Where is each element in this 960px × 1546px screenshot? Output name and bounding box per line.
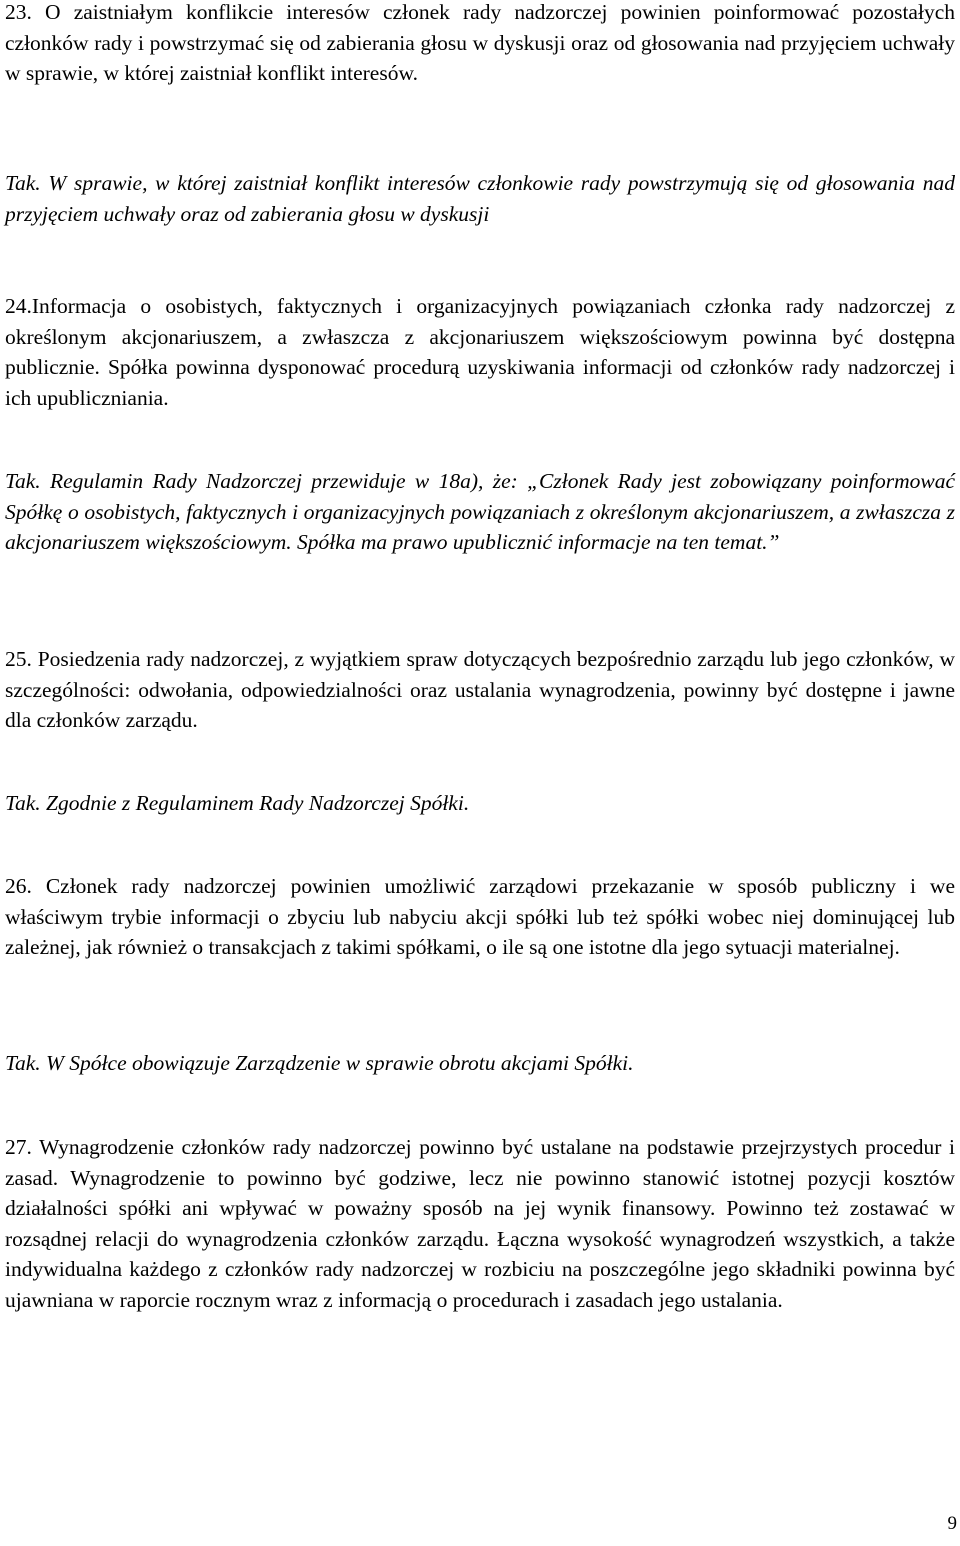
document-page xyxy=(5,0,955,1546)
principle-25: 25. Posiedzenia rady nadzorczej, z wyjątkiem spraw dotyczących bezpośrednio zarządu lub jego członków, w szczególności: odwołania, odpowiedzialności oraz ustalania wynagrodzenia, powinny być dostępne i jawne dla członków zarządu. xyxy=(5,647,955,732)
answer-26: Tak. W Spółce obowiązuje Zarządzenie w sprawie obrotu akcjami Spółki. xyxy=(5,1051,634,1075)
page-number: 9 xyxy=(947,1513,957,1534)
answer-25: Tak. Zgodnie z Regulaminem Rady Nadzorczej Spółki. xyxy=(5,791,470,815)
answer-23: Tak. W sprawie, w której zaistniał konflikt interesów członkowie rady powstrzymują się od głosowania nad przyjęciem uchwały oraz od zabierania głosu w dyskusji xyxy=(5,171,955,226)
principle-26: 26. Członek rady nadzorczej powinien umożliwić zarządowi przekazanie w sposób publiczny i we właściwym trybie informacji o zbyciu lub nabyciu akcji spółki lub też spółki wobec niej dominującej lub zależnej, jak również o transakcjach z takimi spółkami, o ile są one istotne dla jego sytuacji materialnej. xyxy=(5,874,955,959)
principle-24: 24.Informacja o osobistych, faktycznych i organizacyjnych powiązaniach członka rady nadzorczej z określonym akcjonariuszem, a zwłaszcza z akcjonariuszem większościowym powinna być dostępna publicznie. Spółka powinna dysponować procedurą uzyskiwania informacji od członków rady nadzorczej i ich upubliczniania. xyxy=(5,294,955,410)
answer-24: Tak. Regulamin Rady Nadzorczej przewiduje w 18a), że: „Członek Rady jest zobowiązany poinformować Spółkę o osobistych, faktycznych i organizacyjnych powiązaniach z określonym akcjonariuszem, a zwłaszcza z akcjonariuszem większościowym. Spółka ma prawo upublicznić informacje na ten temat.” xyxy=(5,469,955,554)
principle-23: 23. O zaistniałym konflikcie interesów członek rady nadzorczej powinien poinformować pozostałych członków rady i powstrzymać się od zabierania głosu w dyskusji oraz od głosowania nad przyjęciem uchwały w sprawie, w której zaistniał konflikt interesów. xyxy=(5,0,955,85)
principle-27: 27. Wynagrodzenie członków rady nadzorczej powinno być ustalane na podstawie przejrzystych procedur i zasad. Wynagrodzenie to powinno być godziwe, lecz nie powinno stanowić istotnej pozycji kosztów działalności spółki ani wpływać w poważny sposób na jej wynik finansowy. Powinno też zostawać w rozsądnej relacji do wynagrodzenia członków zarządu. Łączna wysokość wynagrodzeń wszystkich, a także indywidualna każdego z członków rady nadzorczej w rozbiciu na poszczególne jego składniki powinna być ujawniana w raporcie rocznym wraz z informacją o procedurach i zasadach jego ustalania. xyxy=(5,1135,955,1312)
